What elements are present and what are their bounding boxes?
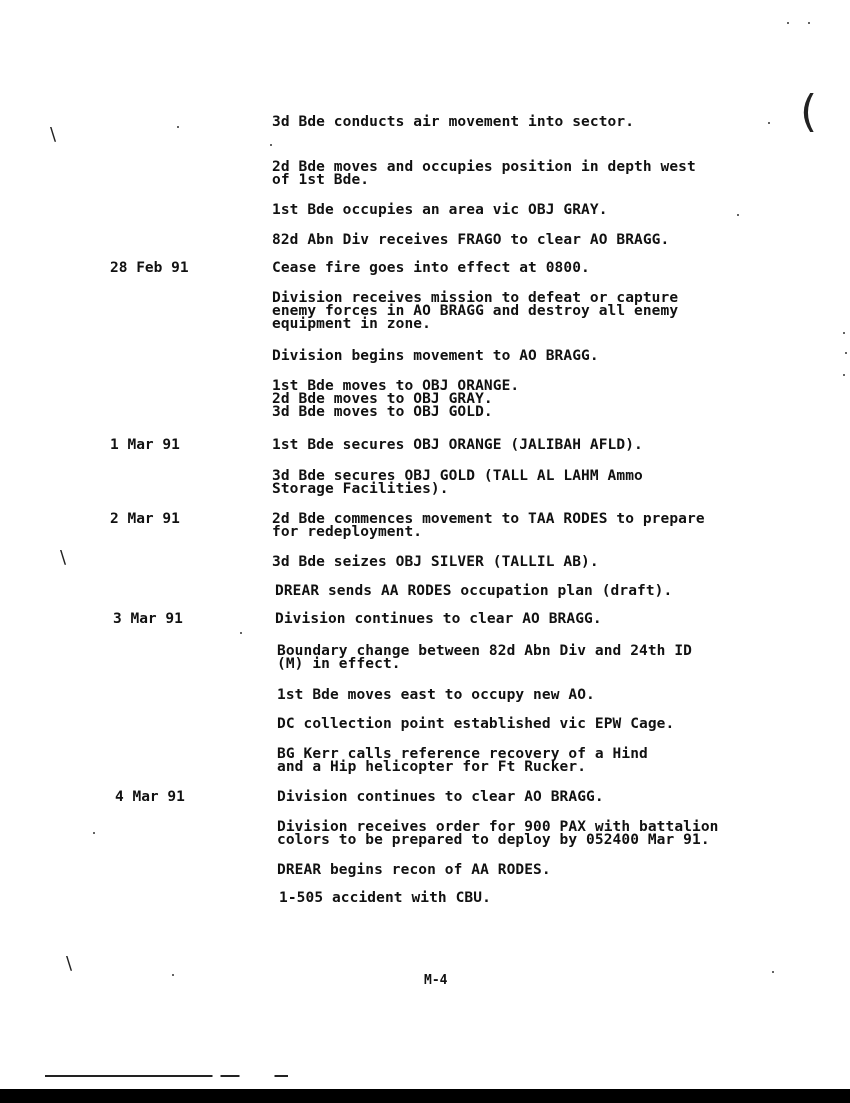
scan-artifact-line (45, 1075, 315, 1077)
entry-date: 1 Mar 91 (110, 437, 180, 453)
scan-dot (845, 352, 847, 354)
entry-text: 2d Bde commences movement to TAA RODES to prepare for redeployment. (272, 511, 705, 540)
entry-text: Division receives mission to defeat or capture enemy forces in AO BRAGG and destroy all enemy equipment in zone. (272, 290, 679, 332)
scan-dot (787, 22, 789, 24)
entry-text: Cease fire goes into effect at 0800. (272, 260, 590, 276)
entry-text: DREAR begins recon of AA RODES. (277, 862, 551, 878)
entry-text: Division continues to clear AO BRAGG. (275, 611, 602, 627)
entry-text: Division receives order for 900 PAX with battalion colors to be prepared to deploy by 052400 Mar 91. (277, 819, 719, 848)
scan-dot (270, 144, 272, 146)
entry-text: 3d Bde seizes OBJ SILVER (TALLIL AB). (272, 554, 599, 570)
entry-text: BG Kerr calls reference recovery of a Hind and a Hip helicopter for Ft Rucker. (277, 746, 648, 775)
entry-text: 1st Bde occupies an area vic OBJ GRAY. (272, 202, 608, 218)
scan-tick-mark: \ (60, 547, 67, 568)
scan-dot (768, 122, 770, 124)
entry-text: DC collection point established vic EPW Cage. (277, 716, 675, 732)
page-number: M-4 (424, 973, 448, 988)
entry-text: DREAR sends AA RODES occupation plan (draft). (275, 583, 673, 599)
scan-dot (177, 126, 179, 128)
entry-text: Division continues to clear AO BRAGG. (277, 789, 604, 805)
scan-dot (240, 632, 242, 634)
entry-date: 4 Mar 91 (115, 789, 185, 805)
entry-text: 1st Bde secures OBJ ORANGE (JALIBAH AFLD). (272, 437, 643, 453)
entry-date: 28 Feb 91 (110, 260, 189, 276)
scan-dot (737, 214, 739, 216)
entry-date: 2 Mar 91 (110, 511, 180, 527)
parenthesis-mark: ( (800, 86, 818, 137)
scan-tick-mark: \ (66, 953, 73, 974)
entry-text: Division begins movement to AO BRAGG. (272, 348, 599, 364)
scan-border-bar (0, 1089, 850, 1103)
scan-dot (172, 974, 174, 976)
entry-text: Boundary change between 82d Abn Div and 24th ID (M) in effect. (277, 643, 692, 672)
scan-dot (93, 832, 95, 834)
scan-dot (843, 332, 845, 334)
scan-tick-mark: \ (50, 124, 57, 145)
entry-text: 1st Bde moves to OBJ ORANGE. 2d Bde moves to OBJ GRAY. 3d Bde moves to OBJ GOLD. (272, 378, 520, 420)
entry-text: 3d Bde conducts air movement into sector. (272, 114, 635, 130)
entry-text: 3d Bde secures OBJ GOLD (TALL AL LAHM Ammo Storage Facilities). (272, 468, 643, 497)
scan-dot (808, 22, 810, 24)
entry-date: 3 Mar 91 (113, 611, 183, 627)
entry-text: 82d Abn Div receives FRAGO to clear AO BRAGG. (272, 232, 670, 248)
scan-dot (772, 971, 774, 973)
entry-text: 1-505 accident with CBU. (279, 890, 491, 906)
entry-text: 1st Bde moves east to occupy new AO. (277, 687, 595, 703)
entry-text: 2d Bde moves and occupies position in depth west of 1st Bde. (272, 159, 696, 188)
scan-dot (843, 374, 845, 376)
